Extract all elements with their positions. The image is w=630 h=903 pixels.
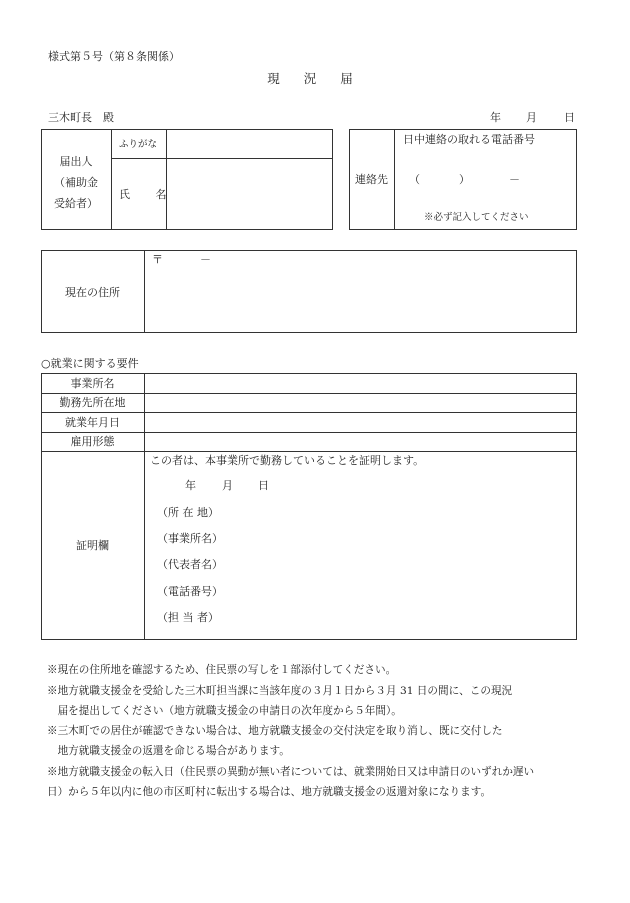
phone-dash: － — [509, 173, 520, 186]
phone-number-field[interactable] — [398, 166, 573, 192]
date-day-label: 日 — [564, 111, 575, 124]
applicant-label-line2: （補助金 — [54, 176, 98, 189]
employment-heading: ○就業に関する要件 — [41, 357, 139, 370]
employment-type-field[interactable] — [148, 434, 573, 449]
address-field[interactable] — [148, 270, 573, 328]
furigana-label: ふりがな — [119, 139, 158, 150]
cert-location-label: （所 在 地） — [157, 506, 219, 519]
applicant-label-line1: 届出人 — [59, 155, 93, 168]
name-label: 氏 名 — [119, 188, 178, 201]
applicant-row-divider — [111, 158, 333, 159]
date-month-label: 月 — [526, 111, 537, 124]
note-line: ※地方就職支援金の転入日（住民票の異動が無い者については、就業開始日又は申請日のいずれか遅い — [47, 766, 535, 778]
postal-dash: － — [200, 253, 211, 266]
note-line: ※三木町での居住が確認できない場合は、地方就職支援金の交付決定を取り消し、既に交付した — [47, 725, 503, 737]
address-label: 現在の住所 — [65, 286, 120, 299]
cert-phone-label: （電話番号） — [157, 585, 223, 598]
area-code-open-paren: （ — [409, 173, 420, 186]
certification-statement: この者は、本事業所で勤務していることを証明します。 — [150, 454, 425, 467]
certification-label: 証明欄 — [76, 539, 109, 552]
certification-date-year: 年 — [185, 479, 196, 492]
cert-representative-label: （代表者名） — [157, 558, 223, 571]
business-name-label: 事業所名 — [70, 377, 115, 390]
employment-row-divider — [41, 393, 577, 394]
workplace-address-field[interactable] — [148, 395, 573, 410]
note-line: ※現在の住所地を確認するため、住民票の写しを１部添付してください。 — [47, 664, 397, 676]
certification-date-month: 月 — [222, 479, 233, 492]
employment-type-label: 雇用形態 — [70, 435, 115, 448]
recipient: 三木町長 殿 — [48, 111, 114, 124]
name-field[interactable] — [170, 162, 330, 226]
contact-phone-heading: 日中連絡の取れる電話番号 — [403, 133, 535, 146]
cert-contact-person-label: （担 当 者） — [157, 611, 219, 624]
employment-table — [41, 373, 577, 640]
address-divider — [144, 250, 145, 333]
workplace-address-label: 勤務先所在地 — [59, 396, 126, 409]
cert-business-name-label: （事業所名） — [157, 532, 223, 545]
applicant-label — [41, 151, 111, 214]
note-line: 地方就職支援金の返還を命じる場合があります。 — [47, 745, 290, 757]
note-line: 届を提出してください（地方就職支援金の申請日の次年度から５年間）。 — [47, 705, 402, 717]
employment-row-divider — [41, 451, 577, 452]
furigana-field[interactable] — [170, 134, 330, 156]
employment-row-divider — [41, 432, 577, 433]
note-line: 日）から５年以内に他の市区町村に転出する場合は、地方就職支援金の返還対象になります。 — [47, 786, 492, 798]
employment-date-label: 就業年月日 — [65, 416, 120, 429]
business-name-field[interactable] — [148, 376, 573, 391]
applicant-divider-2 — [166, 129, 167, 230]
employment-column-divider — [144, 373, 145, 640]
employment-row-divider — [41, 412, 577, 413]
employment-date-field[interactable] — [148, 415, 573, 430]
date-year-label: 年 — [490, 111, 501, 124]
postal-mark: 〒 — [152, 253, 163, 266]
document-title: 現 況 届 — [267, 71, 363, 86]
note-line: ※地方就職支援金を受給した三木町担当課に当該年度の３月１日から３月 31 日の間に、この現況 — [47, 685, 513, 697]
contact-required-note: ※必ず記入してください — [424, 212, 529, 223]
area-code-close-paren: ） — [459, 173, 470, 186]
contact-label: 連絡先 — [355, 173, 388, 186]
applicant-label-line3: 受給者） — [54, 197, 98, 210]
applicant-divider-1 — [111, 129, 112, 230]
form-number: 様式第５号（第８条関係） — [48, 50, 180, 63]
certification-date-day: 日 — [258, 479, 269, 492]
contact-divider — [394, 129, 395, 230]
